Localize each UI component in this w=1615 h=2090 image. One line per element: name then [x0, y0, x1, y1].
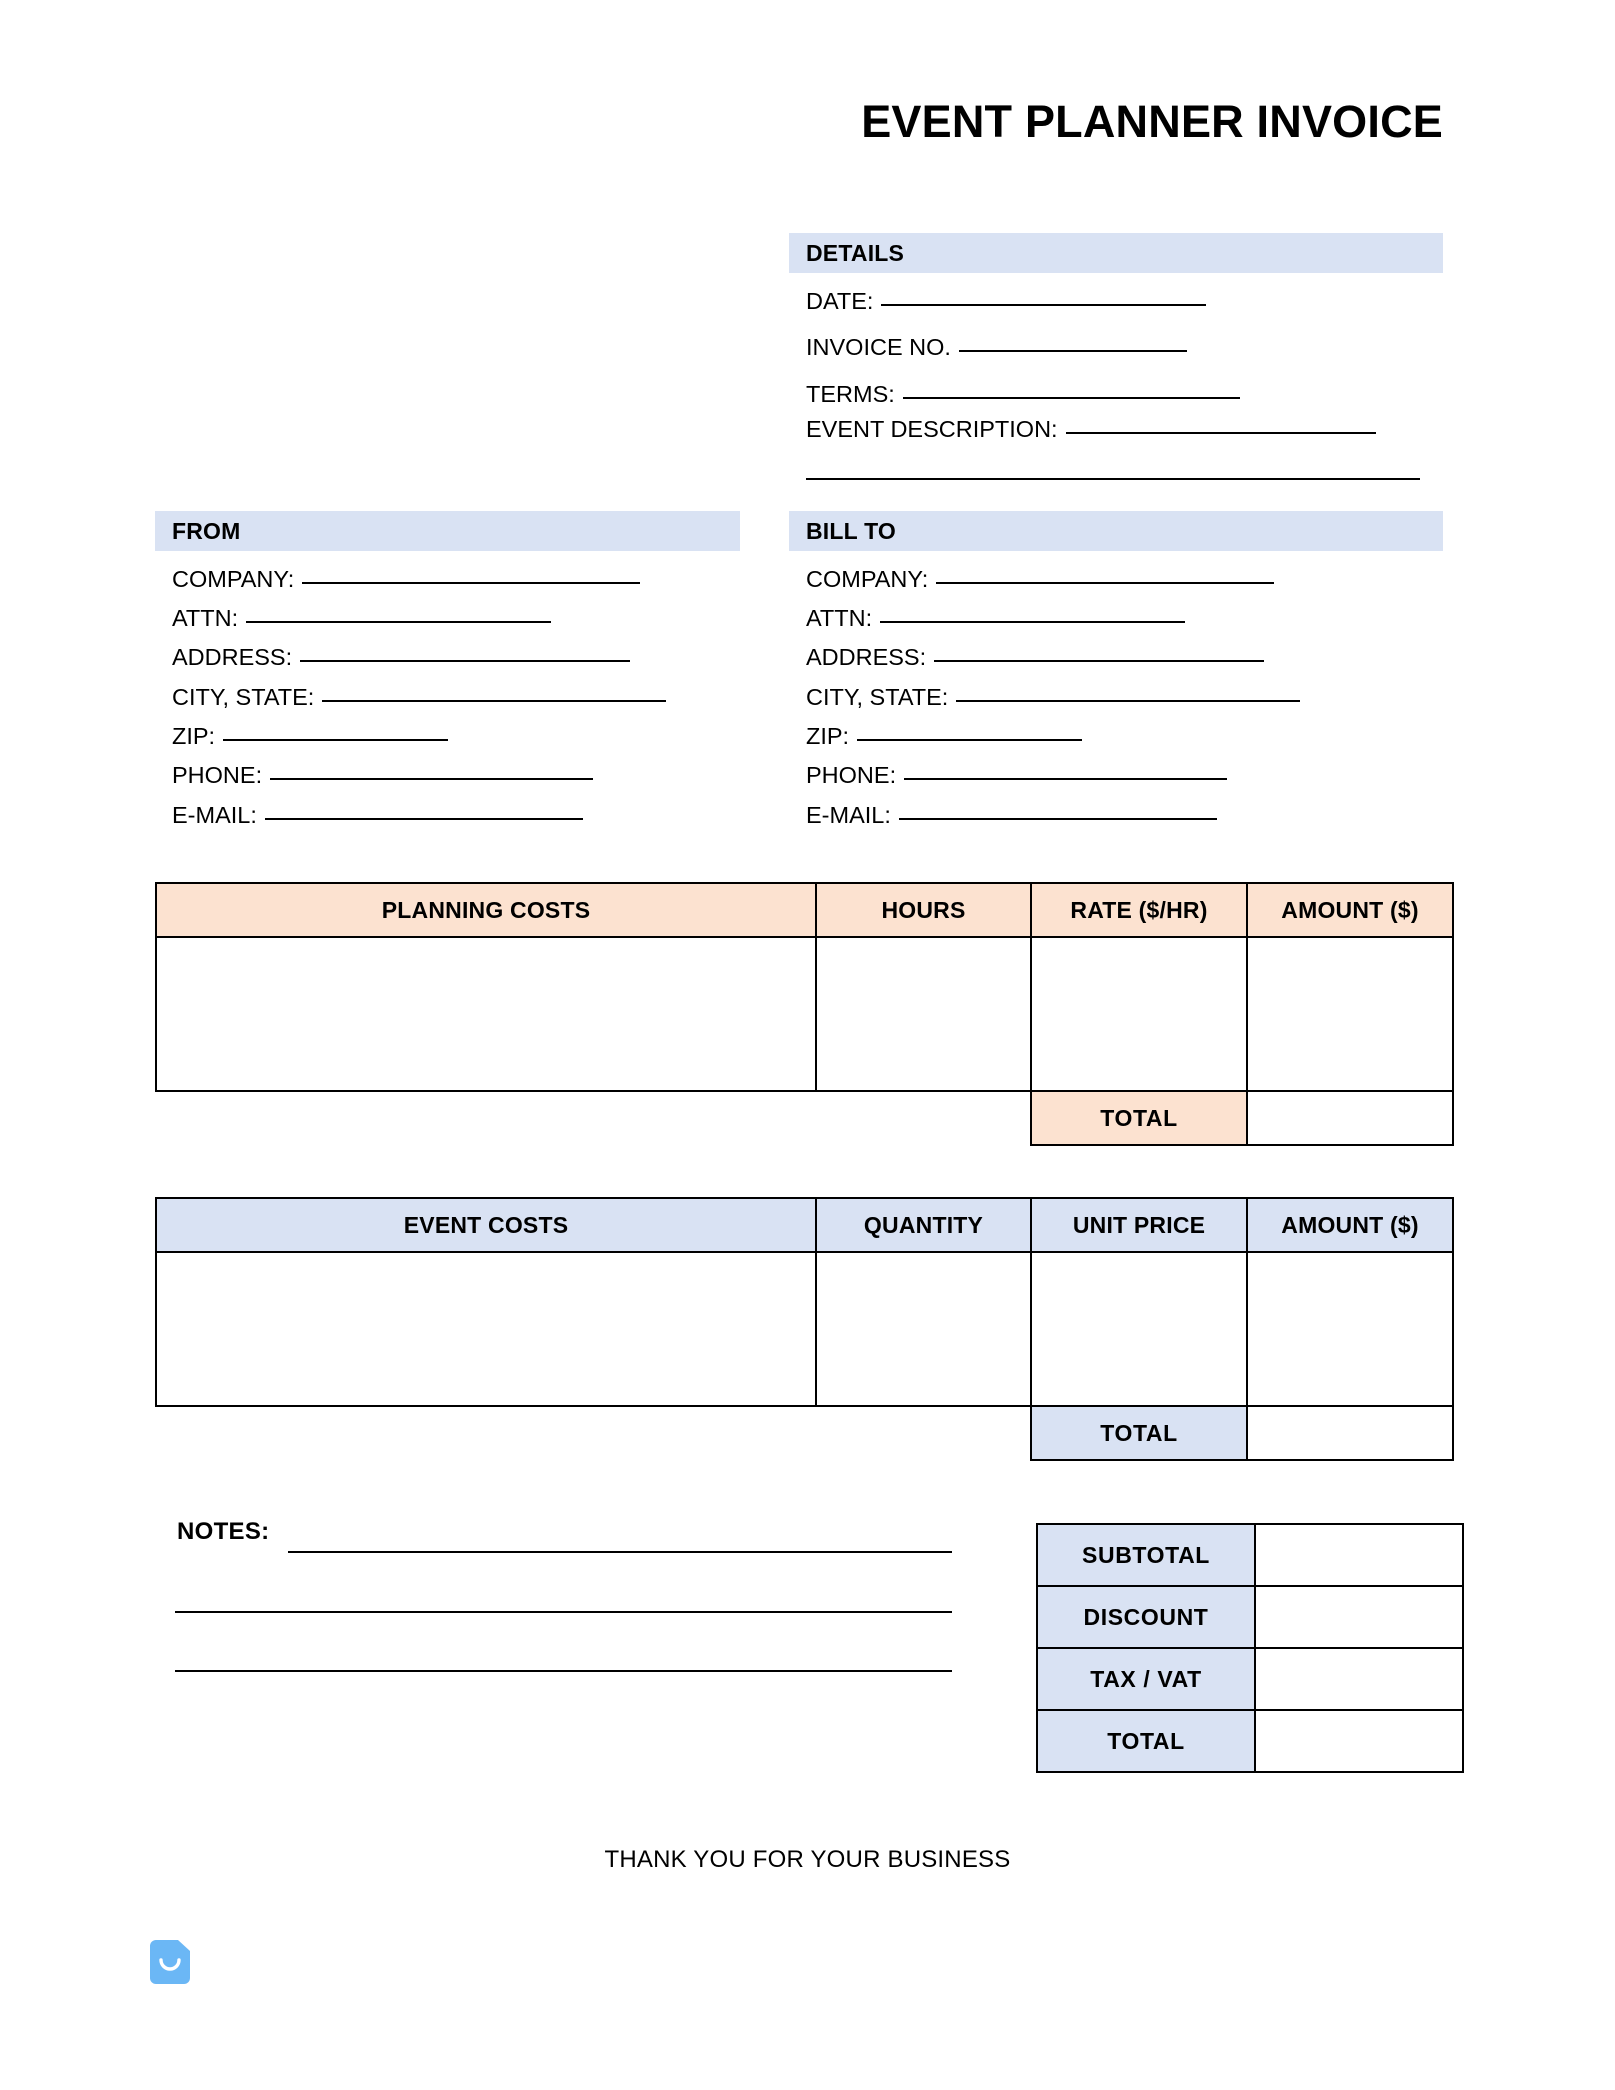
from-field-phone-label: PHONE: — [172, 762, 263, 788]
planning-costs-total-spacer-2 — [816, 1091, 1031, 1145]
planning-costs-total-spacer-1 — [156, 1091, 816, 1145]
from-field-phone[interactable] — [172, 764, 593, 788]
summary-value-total[interactable] — [1255, 1710, 1463, 1772]
summary-label-subtotal: SUBTOTAL — [1037, 1524, 1255, 1586]
notes-label: NOTES: — [177, 1518, 270, 1545]
field-invoice-no[interactable] — [806, 336, 1187, 360]
billto-field-attn-label: ATTN: — [806, 605, 873, 631]
summary-label-discount: DISCOUNT — [1037, 1586, 1255, 1648]
billto-section-header — [789, 511, 1443, 551]
field-date-label: DATE: — [806, 288, 874, 314]
planning-costs-header-row — [156, 883, 1453, 937]
billto-field-attn[interactable] — [806, 607, 1185, 631]
billto-field-city-state-label: CITY, STATE: — [806, 684, 949, 710]
field-terms-label: TERMS: — [806, 381, 895, 407]
billto-field-address[interactable] — [806, 646, 1264, 670]
billto-field-attn-input[interactable] — [880, 621, 1185, 623]
from-field-zip-input[interactable] — [223, 739, 448, 741]
planning-costs-cell-rate[interactable] — [1031, 937, 1247, 1091]
from-field-address[interactable] — [172, 646, 630, 670]
from-field-city-state[interactable] — [172, 686, 666, 710]
summary-row-subtotal — [1037, 1524, 1463, 1586]
from-field-attn-input[interactable] — [246, 621, 551, 623]
field-date-input[interactable] — [881, 304, 1206, 306]
notes-line-3[interactable] — [175, 1670, 952, 1672]
from-field-phone-input[interactable] — [270, 778, 593, 780]
event-costs-table — [155, 1197, 1454, 1461]
planning-costs-total-label: TOTAL — [1031, 1091, 1247, 1145]
event-costs-cell-unit-price[interactable] — [1031, 1252, 1247, 1406]
from-heading-label: FROM — [172, 517, 241, 544]
event-costs-col-description: EVENT COSTS — [156, 1198, 816, 1252]
summary-value-subtotal[interactable] — [1255, 1524, 1463, 1586]
from-field-address-input[interactable] — [300, 660, 630, 662]
event-costs-cell-quantity[interactable] — [816, 1252, 1031, 1406]
event-costs-col-quantity: QUANTITY — [816, 1198, 1031, 1252]
billto-field-email[interactable] — [806, 804, 1217, 828]
planning-costs-total-row — [156, 1091, 1453, 1145]
from-section-header — [155, 511, 740, 551]
from-field-city-state-input[interactable] — [322, 700, 666, 702]
field-date[interactable] — [806, 290, 1206, 314]
summary-row-tax-vat — [1037, 1648, 1463, 1710]
field-event-description-input-line2[interactable] — [806, 478, 1420, 480]
summary-value-tax-vat[interactable] — [1255, 1648, 1463, 1710]
from-field-email-label: E-MAIL: — [172, 802, 257, 828]
page-title: EVENT PLANNER INVOICE — [861, 96, 1443, 147]
from-field-city-state-label: CITY, STATE: — [172, 684, 315, 710]
smile-bag-logo-icon — [148, 1938, 192, 1986]
from-field-attn[interactable] — [172, 607, 551, 631]
billto-field-company[interactable] — [806, 568, 1274, 592]
billto-field-company-input[interactable] — [936, 582, 1274, 584]
event-costs-total-spacer-1 — [156, 1406, 816, 1460]
field-invoice-no-input[interactable] — [959, 350, 1187, 352]
planning-costs-col-hours: HOURS — [816, 883, 1031, 937]
from-field-company-input[interactable] — [302, 582, 640, 584]
field-event-description-input[interactable] — [1066, 432, 1376, 434]
summary-label-tax-vat: TAX / VAT — [1037, 1648, 1255, 1710]
event-costs-cell-description[interactable] — [156, 1252, 816, 1406]
event-costs-total-row — [156, 1406, 1453, 1460]
event-costs-col-unit-price: UNIT PRICE — [1031, 1198, 1247, 1252]
planning-costs-col-rate: RATE ($/HR) — [1031, 883, 1247, 937]
from-field-zip-label: ZIP: — [172, 723, 216, 749]
event-costs-col-amount: AMOUNT ($) — [1247, 1198, 1453, 1252]
billto-field-email-label: E-MAIL: — [806, 802, 891, 828]
notes-line-1[interactable] — [288, 1551, 952, 1553]
details-section-header — [789, 233, 1443, 273]
billto-field-zip-label: ZIP: — [806, 723, 850, 749]
summary-value-discount[interactable] — [1255, 1586, 1463, 1648]
from-field-attn-label: ATTN: — [172, 605, 239, 631]
billto-field-phone-label: PHONE: — [806, 762, 897, 788]
details-heading-label: DETAILS — [806, 239, 905, 266]
billto-field-address-input[interactable] — [934, 660, 1264, 662]
from-field-zip[interactable] — [172, 725, 448, 749]
planning-costs-total-value[interactable] — [1247, 1091, 1453, 1145]
field-invoice-no-label: INVOICE NO. — [806, 334, 951, 360]
summary-totals-table — [1036, 1523, 1464, 1773]
billto-heading-label: BILL TO — [806, 517, 896, 544]
field-event-description[interactable] — [806, 418, 1376, 442]
planning-costs-cell-amount[interactable] — [1247, 937, 1453, 1091]
field-terms-input[interactable] — [903, 397, 1240, 399]
summary-row-discount — [1037, 1586, 1463, 1648]
field-event-description-label: EVENT DESCRIPTION: — [806, 416, 1058, 442]
summary-row-total — [1037, 1710, 1463, 1772]
event-costs-entry-row[interactable] — [156, 1252, 1453, 1406]
billto-field-zip[interactable] — [806, 725, 1082, 749]
event-costs-total-spacer-2 — [816, 1406, 1031, 1460]
billto-field-city-state-input[interactable] — [956, 700, 1300, 702]
planning-costs-table — [155, 882, 1454, 1146]
planning-costs-cell-hours[interactable] — [816, 937, 1031, 1091]
from-field-company[interactable] — [172, 568, 640, 592]
billto-field-phone-input[interactable] — [904, 778, 1227, 780]
from-field-email[interactable] — [172, 804, 583, 828]
billto-field-company-label: COMPANY: — [806, 566, 929, 592]
event-costs-cell-amount[interactable] — [1247, 1252, 1453, 1406]
billto-field-zip-input[interactable] — [857, 739, 1082, 741]
event-costs-total-label: TOTAL — [1031, 1406, 1247, 1460]
planning-costs-cell-description[interactable] — [156, 937, 816, 1091]
billto-field-phone[interactable] — [806, 764, 1227, 788]
billto-field-address-label: ADDRESS: — [806, 644, 927, 670]
summary-label-total: TOTAL — [1037, 1710, 1255, 1772]
from-field-email-input[interactable] — [265, 818, 583, 820]
planning-costs-entry-row[interactable] — [156, 937, 1453, 1091]
planning-costs-col-amount: AMOUNT ($) — [1247, 883, 1453, 937]
billto-field-email-input[interactable] — [899, 818, 1217, 820]
footer-thank-you-note: THANK YOU FOR YOUR BUSINESS — [604, 1846, 1011, 1873]
event-costs-total-value[interactable] — [1247, 1406, 1453, 1460]
planning-costs-col-description: PLANNING COSTS — [156, 883, 816, 937]
billto-field-city-state[interactable] — [806, 686, 1300, 710]
from-field-company-label: COMPANY: — [172, 566, 295, 592]
notes-line-2[interactable] — [175, 1611, 952, 1613]
event-costs-header-row — [156, 1198, 1453, 1252]
from-field-address-label: ADDRESS: — [172, 644, 293, 670]
field-terms[interactable] — [806, 383, 1240, 407]
